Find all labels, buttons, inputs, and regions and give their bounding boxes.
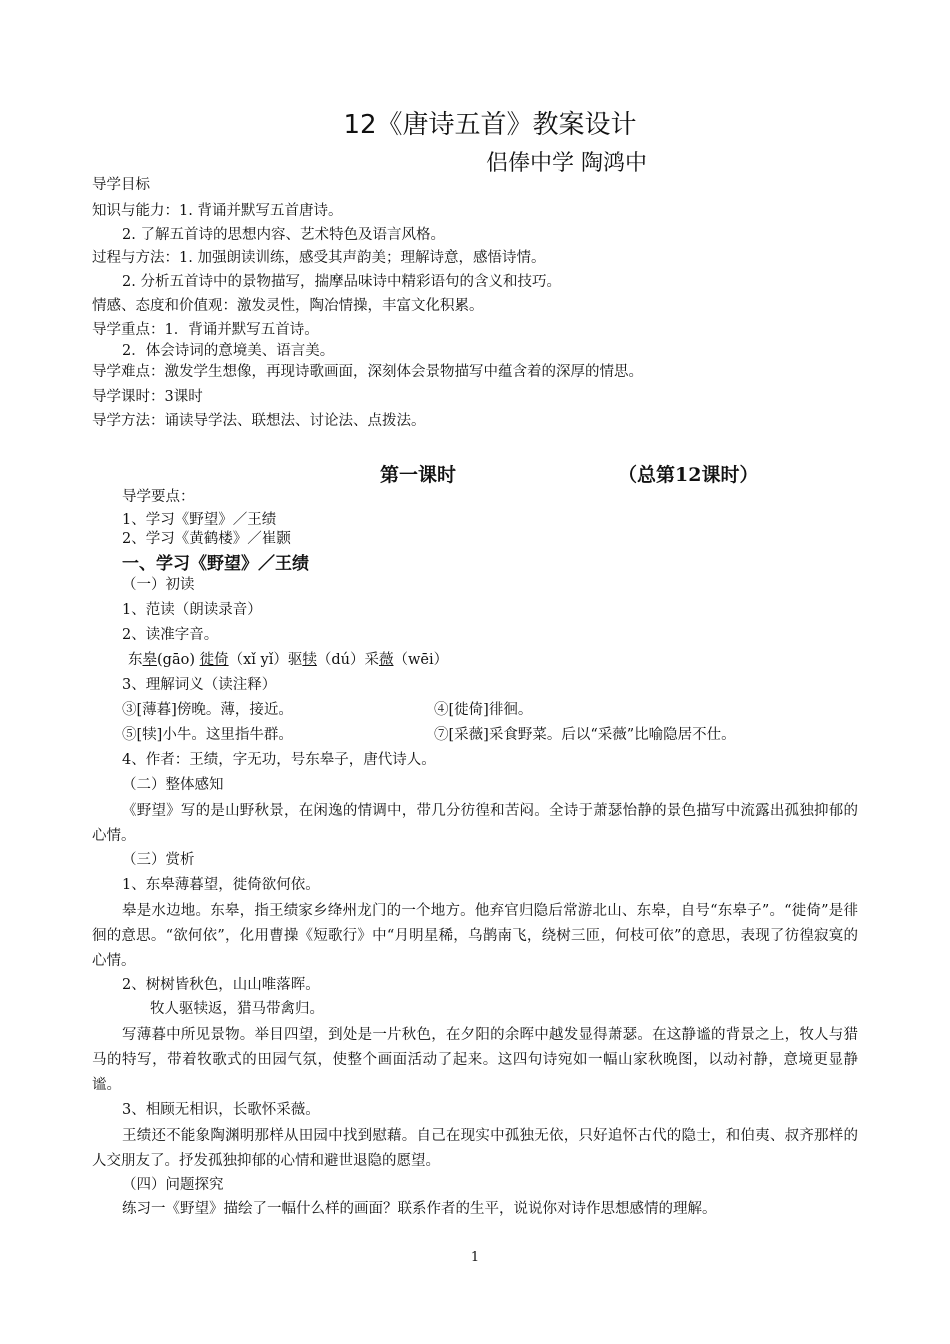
analysis-1: 1、东皋薄暮望，徙倚欲何依。 — [122, 877, 320, 893]
goal-knowledge: 知识与能力：1. 背诵并默写五首唐诗。 — [92, 203, 343, 219]
key-point: 导学重点：1．背诵并默写五首诗。 — [92, 322, 319, 338]
analysis-paragraph-3: 王绩还不能象陶渊明那样从田园中找到慰藉。自己在现实中孤独无依，只好追怀古代的隐士，和伯夷、叔齐那样的人交朋友了。抒发孤独抑郁的心情和避世退隐的愿望。 — [92, 1128, 858, 1169]
goal-process-2: 2. 分析五首诗中的景物描写，揣摩品味诗中精彩语句的含义和技巧。 — [122, 274, 561, 290]
author-note: 4、作者：王绩，字无功，号东皋子，唐代诗人。 — [122, 752, 436, 768]
subsection-2: （二）整体感知 — [122, 777, 224, 793]
subsection-1: （一）初读 — [122, 577, 195, 593]
author-line: 侣俸中学 陶鸿中 — [486, 151, 647, 176]
analysis-3: 3、相顾无相识，长歌怀采薇。 — [122, 1102, 320, 1118]
read-1: 1、范读（朗读录音） — [122, 602, 262, 618]
word-3: ⑤[犊]小牛。这里指牛群。 — [122, 727, 293, 743]
word-4: ⑦[采薇]采食野菜。后以“采薇”比喻隐居不仕。 — [434, 727, 736, 743]
points-heading: 导学要点： — [122, 489, 195, 505]
analysis-2: 2、树树皆秋色，山山唯落晖。 — [122, 977, 320, 993]
class-hours: 导学课时：3课时 — [92, 389, 203, 405]
section-1-heading: 一、学习《野望》／王绩 — [122, 554, 309, 574]
analysis-2b: 牧人驱犊返，猎马带禽归。 — [150, 1001, 324, 1017]
goal-knowledge-2: 2. 了解五首诗的思想内容、艺术特色及语言风格。 — [122, 227, 445, 243]
subsection-4: （四）问题探究 — [122, 1177, 224, 1193]
page-number: 1 — [470, 1250, 480, 1265]
word-2: ④[徙倚]徘徊。 — [434, 702, 533, 718]
goals-heading: 导学目标 — [92, 177, 150, 193]
lesson-heading: 第一课时 — [380, 464, 457, 486]
method: 导学方法：诵读导学法、联想法、讨论法、点拨法。 — [92, 413, 426, 429]
difficulty: 导学难点：激发学生想像，再现诗歌画面，深刻体会景物描写中蕴含着的深厚的情思。 — [92, 364, 643, 380]
key-point-2: 2．体会诗词的意境美、语言美。 — [122, 343, 335, 359]
question-1: 练习一《野望》描绘了一幅什么样的画面？联系作者的生平，说说你对诗作思想感情的理解。 — [122, 1201, 717, 1217]
subsection-3: （三）赏析 — [122, 852, 195, 868]
analysis-paragraph-2: 写薄暮中所见景物。举目四望，到处是一片秋色，在夕阳的余晖中越发显得萧瑟。在这静谧的背景之上，牧人与猎马的特写，带着牧歌式的田园气氛，使整个画面活动了起来。这四句诗宛如一幅山家秋晚图，以动衬静，意境更显静谧。 — [92, 1027, 858, 1093]
lesson-total: （总第12课时） — [618, 464, 759, 486]
point-2: 2、学习《黄鹤楼》／崔颢 — [122, 531, 291, 547]
read-2: 2、读准字音。 — [122, 627, 219, 643]
word-1: ③[薄暮]傍晚。薄，接近。 — [122, 702, 293, 718]
pronunciation-line: 东皋(gāo) 徙倚（xǐ yǐ）驱犊（dú）采薇（wēi） — [128, 652, 449, 668]
overview-paragraph: 《野望》写的是山野秋景，在闲逸的情调中，带几分彷徨和苦闷。全诗于萧瑟怡静的景色描写中流露出孤独抑郁的心情。 — [92, 803, 858, 844]
analysis-paragraph-1: 皋是水边地。东皋，指王绩家乡绛州龙门的一个地方。他弃官归隐后常游北山、东皋，自号“东皋子”。“徙倚”是徘徊的意思。“欲何依”，化用曹操《短歌行》中“月明星稀，乌鹊南飞，绕树三匝，何枝可依”的意思，表现了彷徨寂寞的心情。 — [92, 903, 858, 969]
goal-emotion: 情感、态度和价值观：激发灵性，陶冶情操，丰富文化积累。 — [92, 298, 484, 314]
point-1: 1、学习《野望》／王绩 — [122, 512, 277, 528]
goal-process: 过程与方法：1. 加强朗读训练，感受其声韵美；理解诗意，感悟诗情。 — [92, 250, 546, 266]
page-title: 12《唐诗五首》教案设计 — [343, 110, 637, 140]
read-3: 3、理解词义（读注释） — [122, 677, 277, 693]
